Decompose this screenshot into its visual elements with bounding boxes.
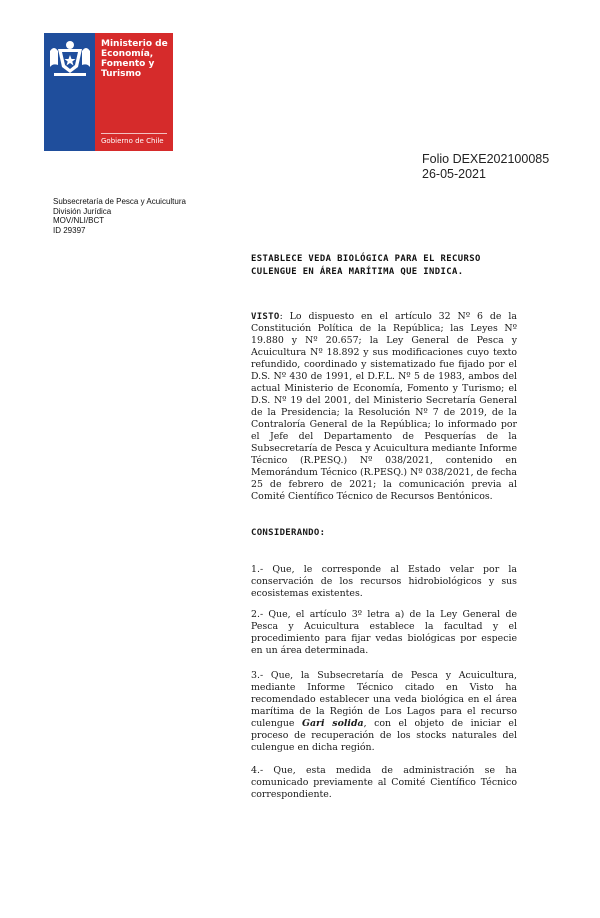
- org-line: División Jurídica: [53, 206, 112, 216]
- document-title: ESTABLECE VEDA BIOLÓGICA PARA EL RECURSO CULENGUE EN ÁREA MARÍTIMA QUE INDICA.: [251, 254, 481, 277]
- folio-number: Folio DEXE202100085: [422, 152, 550, 166]
- logo-divider: [101, 133, 167, 134]
- visto-paragraph: [251, 311, 517, 503]
- org-line: MOV/NLI/BCT: [53, 216, 105, 225]
- issuing-office: [53, 197, 186, 235]
- folio-block: [422, 152, 549, 182]
- ministry-logo: [44, 33, 173, 151]
- considerando-item-2: 2.- Que, el artículo 3º letra a) de la Ley General de Pesca y Acuicultura establece la facultad y el procedimiento para fijar vedas biológicas por especie en un área determinada.: [251, 609, 517, 656]
- chile-coat-of-arms-icon: [48, 37, 92, 77]
- visto-label: VISTO: [251, 312, 280, 322]
- folio-date: 26-05-2021: [422, 167, 486, 181]
- org-line: ID 29397: [53, 225, 86, 235]
- logo-government-name: Gobierno de Chile: [101, 137, 164, 145]
- item-3-text: 3.- Que, la Subsecretaría de Pesca y Acuicultura, mediante Informe Técnico citado en Visto ha recomendado establecer una veda biológica en el área marítima de la Región de Los Lagos para el recurso culengue: [251, 670, 517, 729]
- considerando-item-1: 1.- Que, le corresponde al Estado velar por la conservación de los recursos hidrobiológicos y sus ecosistemas existentes.: [251, 564, 517, 599]
- logo-ministry-name: Ministerio de Economía, Fomento y Turismo: [101, 39, 168, 79]
- considerando-heading: CONSIDERANDO:: [251, 528, 326, 538]
- item-3-text-end: , con el objeto de iniciar el proceso de recuperación de los stocks naturales del culengue en dicha región.: [251, 718, 517, 753]
- species-name: Gari solida: [301, 718, 364, 729]
- org-line: Subsecretaría de Pesca y Acuicultura: [53, 197, 186, 206]
- visto-text: : Lo dispuesto en el artículo 32 Nº 6 de la Constitución Política de la República; las Leyes Nº 19.880 y Nº 20.657; la Ley General de Pesca y Acuicultura Nº 18.892 y sus modificaciones cuyo texto refundido, coordinado y sistematizado fue fijado por el D.S. Nº 430 de 1991, el D.F.L. Nº 5 de 1983, ambos del actual Ministerio de Economía, Fomento y Turismo; el D.S. Nº 19 del 2001, del Ministerio Secretaría General de la Presidencia; la Resolución Nº 7 de 2019, de la Contraloría General de la República; lo informado por el Jefe del Departamento de Pesquerías de la Subsecretaría de Pesca y Acuicultura mediante Informe Técnico (R.PESQ.) Nº 038/2021, contenido en Memorándum Técnico (R.PESQ.) Nº 038/2021, de fecha 25 de febrero de 2021; la comunicación previa al Comité Científico Técnico de Recursos Bentónicos.: [251, 311, 517, 502]
- logo-blue-panel: [44, 33, 95, 151]
- considerando-item-3: [251, 670, 517, 754]
- considerando-item-4: 4.- Que, esta medida de administración se ha comunicado previamente al Comité Científico Técnico correspondiente.: [251, 765, 517, 800]
